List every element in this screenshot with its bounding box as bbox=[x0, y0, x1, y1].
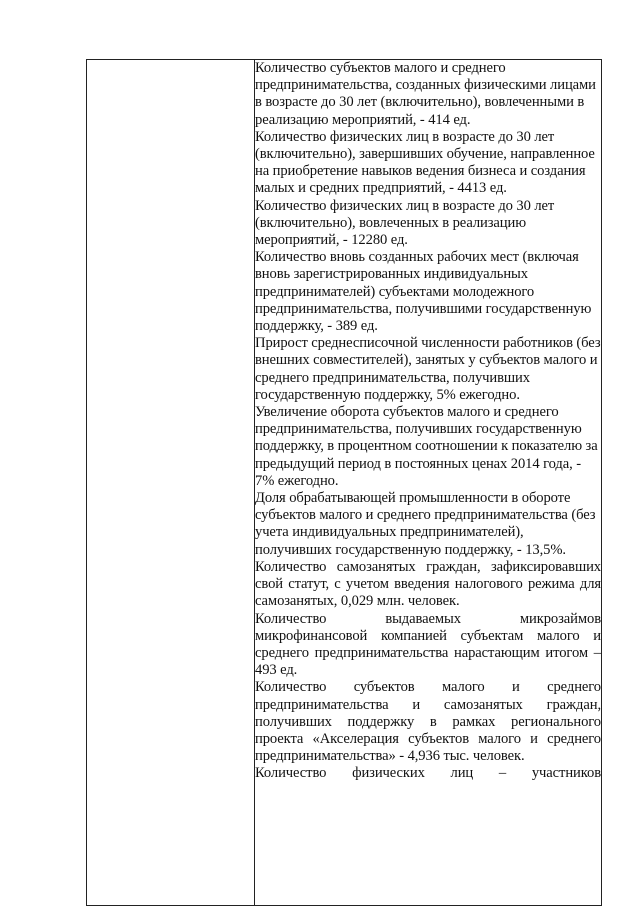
paragraph-acceleration-support: Количество субъектов малого и среднего предпринимательства и самозанятых граждан, получивших поддержку в рамках регионального проекта «Акселерация субъектов малого и среднего предпринимательства» - 4,936 тыс. человек. bbox=[255, 679, 601, 765]
paragraph-microloans-count: Количество выдаваемых микрозаймов микрофинансовой компанией субъектам малого и среднего предпринимательства нарастающим итогом – 493 ед. bbox=[255, 610, 601, 679]
paragraph-new-jobs-count: Количество вновь созданных рабочих мест (включая вновь зарегистрированных индивидуальных предпринимателей) субъектами молодежного предпринимательства, получившими государственную поддержку, - 389 ед. bbox=[255, 249, 592, 335]
paragraph-employee-growth: Прирост среднесписочной численности работников (без внешних совместителей), занятых у субъектов малого и среднего предпринимательства, получивших государственную поддержку, 5% ежегодно. bbox=[255, 335, 601, 403]
paragraph-involved-persons-count: Количество физических лиц в возрасте до 30 лет (включительно), вовлеченных в реализацию мероприятий, - 12280 ед. bbox=[255, 197, 555, 249]
empty-left-cell bbox=[87, 60, 255, 906]
paragraph-participants-count: Количество физических лиц – участников bbox=[255, 765, 601, 782]
indicators-cell bbox=[255, 60, 602, 906]
paragraph-self-employed-count: Количество самозанятых граждан, зафиксировавших свой статут, с учетом введения налогового режима для самозанятых, 0,029 млн. человек. bbox=[255, 558, 601, 610]
paragraph-manufacturing-share: Доля обрабатывающей промышленности в обороте субъектов малого и среднего предпринимательства (без учета индивидуальных предпринимателей), получивших государственную поддержку, - 13,5%. bbox=[255, 490, 596, 558]
document-table bbox=[86, 59, 602, 906]
table-row bbox=[87, 60, 602, 906]
paragraph-trained-persons-count: Количество физических лиц в возрасте до 30 лет (включительно), завершивших обучение, направленное на приобретение навыков ведения бизнеса и создания малых и средних предприятий, - 4413 ед. bbox=[255, 128, 595, 197]
paragraph-young-entrepreneurs-count: Количество субъектов малого и среднего предпринимательства, созданных физическими лицами в возрасте до 30 лет (включительно), вовлеченными в реализацию мероприятий, - 414 ед. bbox=[255, 60, 596, 128]
paragraph-turnover-growth: Увеличение оборота субъектов малого и среднего предпринимательства, получивших государственную поддержку, в процентном соотношении к показателю за предыдущий период в постоянных ценах 2014 года, - 7% ежегодно. bbox=[255, 404, 598, 489]
